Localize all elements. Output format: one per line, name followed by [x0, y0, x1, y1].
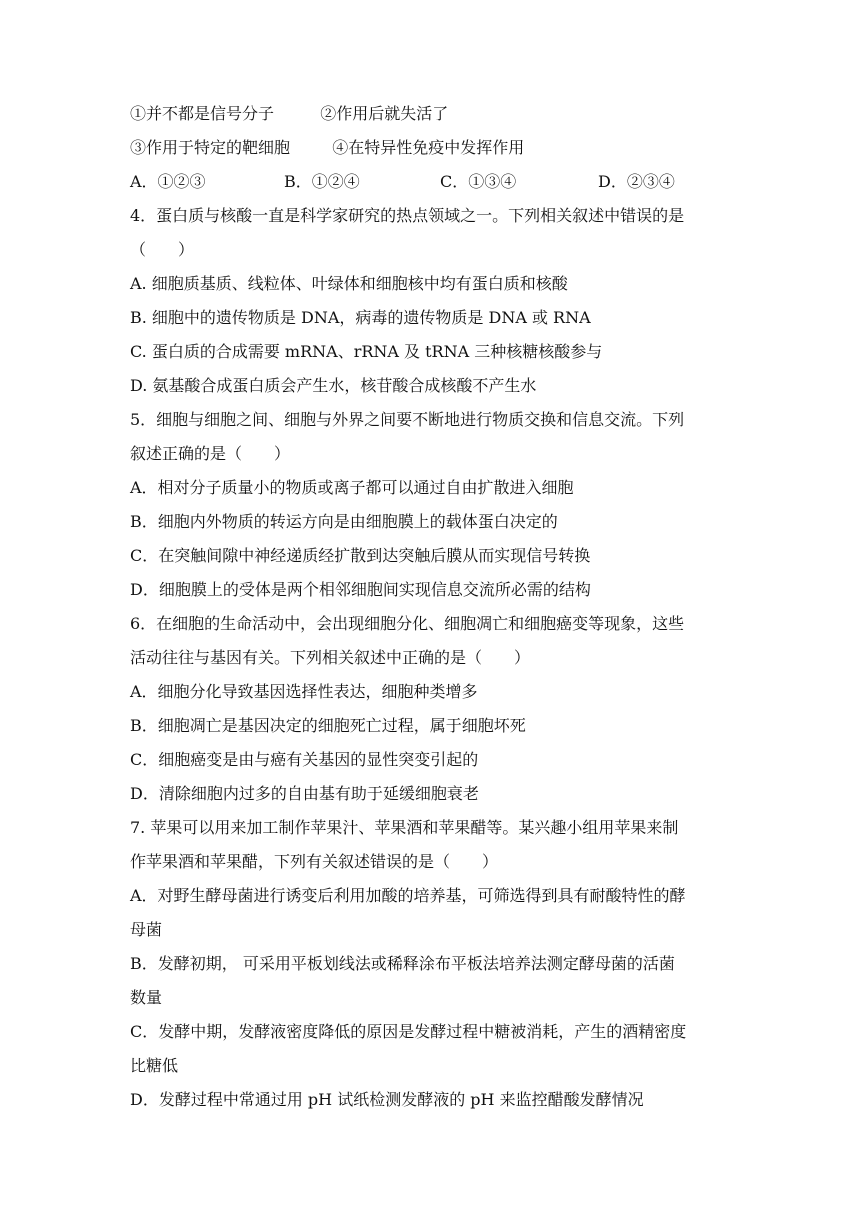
q6-stem-line-1: 6．在细胞的生命活动中，会出现细胞分化、细胞凋亡和细胞癌变等现象，这些 — [130, 614, 685, 633]
q6-stem-line-2: 活动往往与基因有关。下列相关叙述中正确的是（ ） — [130, 648, 531, 667]
q7-stem-line-2: 作苹果酒和苹果醋，下列有关叙述错误的是（ ） — [130, 852, 499, 871]
q3-item-row-2 — [130, 137, 524, 159]
q3-option-c: C．①③④ — [440, 172, 517, 191]
q7-option-c-line-2: 比糖低 — [130, 1056, 179, 1075]
q5-option-c: C．在突触间隙中神经递质经扩散到达突触后膜从而实现信号转换 — [130, 546, 591, 565]
q7-option-a-line-1: A．对野生酵母菌进行诱变后利用加酸的培养基，可筛选得到具有耐酸特性的酵 — [130, 886, 686, 905]
q7-option-a-line-2: 母菌 — [130, 920, 163, 939]
q3-option-d: D．②③④ — [598, 172, 675, 191]
q3-option-b: B．①②④ — [284, 172, 360, 191]
q6-option-c: C．细胞癌变是由与癌有关基因的显性突变引起的 — [130, 750, 479, 769]
q3-item-row-1 — [130, 103, 448, 125]
q7-option-d: D．发酵过程中常通过用 pH 试纸检测发酵液的 pH 来监控醋酸发酵情况 — [130, 1090, 644, 1109]
q7-option-b-line-1: B．发酵初期， 可采用平板划线法或稀释涂布平板法培养法测定酵母菌的活菌 — [130, 954, 675, 973]
q6-option-a: A．细胞分化导致基因选择性表达，细胞种类增多 — [130, 682, 478, 701]
q5-option-b: B．细胞内外物质的转运方向是由细胞膜上的载体蛋白决定的 — [130, 512, 558, 531]
q6-option-d: D．清除细胞内过多的自由基有助于延缓细胞衰老 — [130, 784, 479, 803]
q5-stem-line-2: 叙述正确的是（ ） — [130, 444, 291, 463]
q3-item-4: ④在特异性免疫中发挥作用 — [332, 138, 525, 157]
q4-stem-line-1: 4．蛋白质与核酸一直是科学家研究的热点领域之一。下列相关叙述中错误的是 — [130, 206, 685, 225]
q4-option-b: B. 细胞中的遗传物质是 DNA，病毒的遗传物质是 DNA 或 RNA — [130, 308, 591, 327]
q4-stem-line-2: （ ） — [130, 240, 195, 259]
q3-item-1: ①并不都是信号分子 — [130, 104, 275, 123]
q3-option-a: A．①②③ — [130, 172, 206, 191]
q4-option-d: D. 氨基酸合成蛋白质会产生水，核苷酸合成核酸不产生水 — [130, 376, 537, 395]
q7-option-b-line-2: 数量 — [130, 988, 163, 1007]
q3-item-3: ③作用于特定的靶细胞 — [130, 138, 291, 157]
q7-option-c-line-1: C．发酵中期，发酵液密度降低的原因是发酵过程中糖被消耗，产生的酒精密度 — [130, 1022, 687, 1041]
q3-item-2: ②作用后就失活了 — [320, 104, 449, 123]
q5-option-a: A．相对分子质量小的物质或离子都可以通过自由扩散进入细胞 — [130, 478, 574, 497]
q4-option-a: A. 细胞质基质、线粒体、叶绿体和细胞核中均有蛋白质和核酸 — [130, 274, 568, 293]
q6-option-b: B．细胞凋亡是基因决定的细胞死亡过程，属于细胞坏死 — [130, 716, 526, 735]
q4-option-c: C. 蛋白质的合成需要 mRNA、rRNA 及 tRNA 三种核糖核酸参与 — [130, 342, 603, 361]
q5-option-d: D．细胞膜上的受体是两个相邻细胞间实现信息交流所必需的结构 — [130, 580, 591, 599]
q5-stem-line-1: 5．细胞与细胞之间、细胞与外界之间要不断地进行物质交换和信息交流。下列 — [130, 410, 685, 429]
q7-stem-line-1: 7. 苹果可以用来加工制作苹果汁、苹果酒和苹果醋等。某兴趣小组用苹果来制 — [130, 818, 679, 837]
